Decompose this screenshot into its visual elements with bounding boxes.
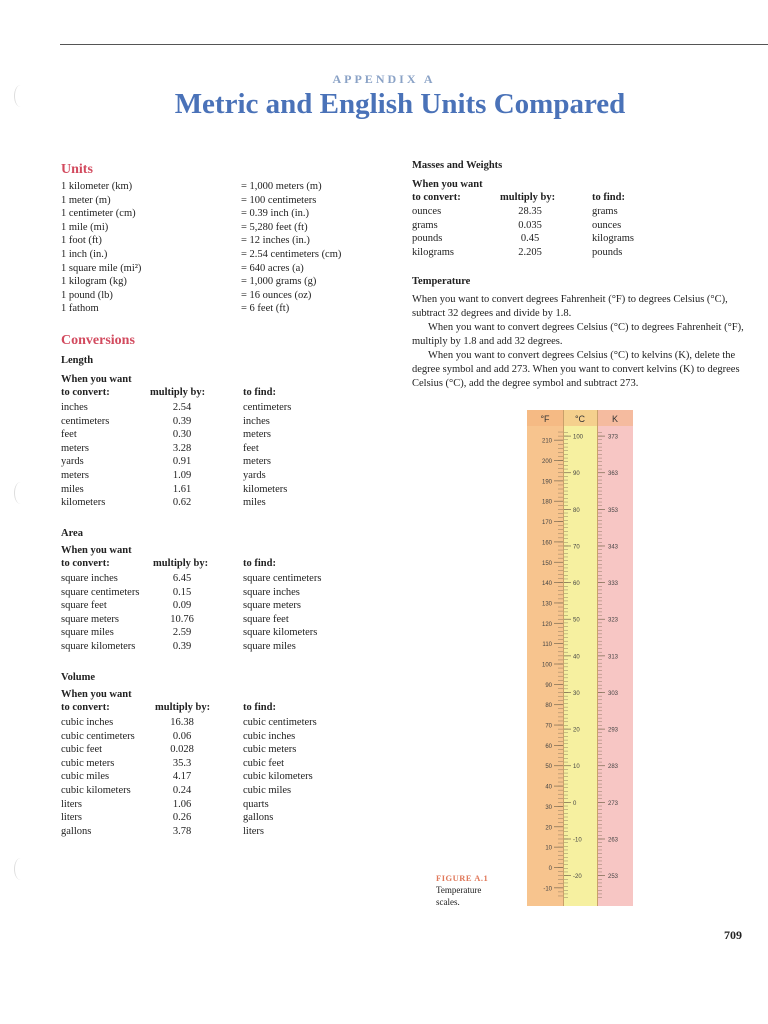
scale-tick-label: -10 xyxy=(543,886,552,893)
list-item: = 0.39 inch (in.) xyxy=(241,208,310,220)
list-item: yards xyxy=(61,456,84,468)
masses-to-list xyxy=(592,205,634,259)
celsius-header: °C xyxy=(574,414,586,424)
units-right-list xyxy=(241,180,341,316)
list-item: square centimeters xyxy=(61,586,140,598)
list-item: 1 foot (ft) xyxy=(61,235,102,247)
list-item: = 16 ounces (oz) xyxy=(241,289,312,301)
length-convert-label: to convert: xyxy=(61,387,110,398)
kelvin-header: K xyxy=(611,414,619,424)
scale-tick-label: 140 xyxy=(541,581,552,588)
scale-tick-label: 160 xyxy=(541,540,552,547)
scale-tick-label: 0 xyxy=(548,865,552,872)
volume-to-list xyxy=(243,716,317,838)
scale-tick-label: 333 xyxy=(608,581,619,588)
list-item: meters xyxy=(61,469,89,481)
scale-tick-label: 200 xyxy=(541,459,552,466)
list-item: miles xyxy=(61,483,84,495)
list-item: cubic feet xyxy=(243,757,285,769)
list-item: feet xyxy=(61,429,77,441)
scale-tick-label: 253 xyxy=(608,874,619,881)
list-item: 0.15 xyxy=(172,586,192,598)
figure-label: FIGURE A.1 xyxy=(436,873,489,883)
list-item: pounds xyxy=(412,233,443,245)
list-item: cubic centimeters xyxy=(243,717,317,728)
list-item: liters xyxy=(243,825,264,837)
list-item: inches xyxy=(243,415,270,427)
list-item: liters xyxy=(61,798,82,810)
scale-tick-label: 273 xyxy=(608,800,619,807)
list-item: cubic miles xyxy=(243,784,292,796)
figure-caption xyxy=(436,872,488,908)
list-item: pounds xyxy=(592,246,623,258)
list-item: 0.62 xyxy=(172,497,192,509)
binder-hole xyxy=(14,858,27,880)
scale-tick-label: 50 xyxy=(573,617,580,624)
area-convert-label: to convert: xyxy=(61,558,110,569)
temperature-scales-figure xyxy=(527,410,633,906)
list-item: 1.61 xyxy=(172,483,192,495)
list-item: 1.06 xyxy=(172,798,192,810)
list-item: 0.45 xyxy=(520,233,540,245)
scale-tick-label: 0 xyxy=(573,800,577,807)
area-find-label: to find: xyxy=(243,558,276,569)
scale-tick-label: 80 xyxy=(573,507,580,514)
volume-multiply-label: multiply by: xyxy=(155,702,211,713)
scale-tick-label: 90 xyxy=(545,682,552,689)
scale-tick-label: 10 xyxy=(573,764,580,771)
list-item: kilograms xyxy=(412,246,454,258)
list-item: square meters xyxy=(61,613,120,625)
masses-title: Masses and Weights xyxy=(412,160,503,171)
scale-tick-label: 210 xyxy=(541,438,552,445)
appendix-label: APPENDIX A xyxy=(332,72,436,86)
list-item: 1 meter (m) xyxy=(61,194,111,206)
masses-multiply-label: multiply by: xyxy=(500,192,556,203)
list-item: grams xyxy=(592,206,618,217)
area-multiply-label: multiply by: xyxy=(153,558,209,569)
scale-tick-label: 293 xyxy=(608,727,619,734)
list-item: meters xyxy=(61,442,89,454)
scale-tick-label: 363 xyxy=(608,471,619,478)
volume-factor-list xyxy=(160,716,204,838)
scale-tick-label: 353 xyxy=(608,507,619,514)
scale-tick-label: -20 xyxy=(573,874,582,881)
list-item: 0.26 xyxy=(172,812,192,824)
length-multiply-label: multiply by: xyxy=(150,387,206,398)
list-item: meters xyxy=(243,456,271,468)
list-item: 1 pound (lb) xyxy=(61,289,113,301)
list-item: cubic inches xyxy=(243,730,296,742)
list-item: 16.38 xyxy=(170,717,194,728)
conversions-heading: Conversions xyxy=(61,333,135,348)
list-item: 4.17 xyxy=(172,771,192,783)
list-item: 1.09 xyxy=(172,469,192,481)
list-item: 1 inch (in.) xyxy=(61,248,108,260)
list-item: grams xyxy=(412,219,438,231)
temperature-para-3: When you want to convert degrees Celsius (°C) to kelvins (K), delete the degree symbol and add 273. When you want to convert kelvins (K) to degrees Celsius (°C), add the degree symbol and subtract 273. xyxy=(412,350,740,389)
temperature-para-1: When you want to convert degrees Fahrenheit (°F) to degrees Celsius (°C), subtract 32 degrees and divide by 1.8. xyxy=(412,294,728,319)
scale-tick-label: 60 xyxy=(545,743,552,750)
area-to-list xyxy=(243,572,321,654)
list-item: ounces xyxy=(412,206,442,217)
list-item: 0.06 xyxy=(172,730,192,742)
masses-convert-label: to convert: xyxy=(412,192,461,203)
top-rule xyxy=(60,44,768,45)
list-item: 0.39 xyxy=(172,640,192,652)
scale-tick-label: 170 xyxy=(541,520,552,527)
list-item: kilograms xyxy=(592,233,634,245)
scale-tick-label: 50 xyxy=(545,764,552,771)
list-item: 0.39 xyxy=(172,415,192,427)
scale-tick-label: 130 xyxy=(541,601,552,608)
scale-tick-label: 263 xyxy=(608,837,619,844)
scale-tick-label: 60 xyxy=(573,581,580,588)
list-item: 2.59 xyxy=(172,627,192,639)
scale-tick-label: 10 xyxy=(545,845,552,852)
list-item: cubic inches xyxy=(61,717,114,728)
list-item: ounces xyxy=(592,219,622,231)
fahrenheit-header: °F xyxy=(540,414,550,424)
list-item: centimeters xyxy=(243,402,292,413)
scale-tick-label: 30 xyxy=(573,690,580,697)
scale-tick-label: 373 xyxy=(608,434,619,441)
list-item: 1 kilometer (km) xyxy=(61,181,133,192)
list-item: 28.35 xyxy=(518,206,542,217)
scale-tick-label: 323 xyxy=(608,617,619,624)
scale-tick-label: 150 xyxy=(541,560,552,567)
list-item: = 1,000 grams (g) xyxy=(241,276,317,288)
list-item: = 5,280 feet (ft) xyxy=(241,221,308,233)
list-item: 10.76 xyxy=(170,613,194,625)
list-item: = 12 inches (in.) xyxy=(241,235,310,247)
scale-tick-label: 100 xyxy=(541,662,552,669)
list-item: square miles xyxy=(61,627,114,639)
scale-tick-label: 70 xyxy=(545,723,552,730)
scale-tick-label: 303 xyxy=(608,690,619,697)
scale-tick-label: 110 xyxy=(542,642,552,649)
list-item: cubic meters xyxy=(61,757,115,769)
length-factor-list xyxy=(160,401,204,510)
list-item: inches xyxy=(61,402,88,413)
volume-find-label: to find: xyxy=(243,702,276,713)
masses-find-label: to find: xyxy=(592,192,625,203)
list-item: 0.91 xyxy=(172,456,192,468)
list-item: cubic kilometers xyxy=(243,771,313,783)
volume-when-label: When you want xyxy=(61,689,132,700)
volume-convert-label: to convert: xyxy=(61,702,110,713)
list-item: 0.09 xyxy=(172,600,192,612)
list-item: 2.54 xyxy=(172,402,192,413)
scale-tick-label: 190 xyxy=(541,479,552,486)
list-item: meters xyxy=(243,429,271,441)
list-item: 1 mile (mi) xyxy=(61,221,109,233)
scale-tick-label: 20 xyxy=(573,727,580,734)
list-item: 3.78 xyxy=(172,825,192,837)
list-item: 1 kilogram (kg) xyxy=(61,276,127,288)
length-from-list xyxy=(61,401,109,510)
area-factor-list xyxy=(160,572,204,654)
area-title: Area xyxy=(61,528,83,539)
list-item: = 100 centimeters xyxy=(241,194,317,206)
list-item: = 6 feet (ft) xyxy=(241,303,290,315)
list-item: 3.28 xyxy=(172,442,192,454)
page-title: Metric and English Units Compared xyxy=(174,88,626,120)
list-item: 1 square mile (mi²) xyxy=(61,262,142,274)
list-item: kilometers xyxy=(61,497,106,509)
list-item: 0.24 xyxy=(172,784,192,796)
figure-caption-line-1: Temperature xyxy=(436,885,482,895)
figure-caption-line-2: scales. xyxy=(436,897,460,907)
list-item: square inches xyxy=(243,586,300,598)
list-item: square kilometers xyxy=(61,640,136,652)
list-item: 0.028 xyxy=(170,744,194,756)
list-item: quarts xyxy=(243,798,269,810)
list-item: = 1,000 meters (m) xyxy=(241,181,322,192)
celsius-column xyxy=(564,410,597,906)
list-item: square inches xyxy=(61,573,118,584)
list-item: 35.3 xyxy=(172,757,192,769)
scale-tick-label: 90 xyxy=(573,471,580,478)
list-item: 0.035 xyxy=(518,219,542,231)
list-item: 1 centimeter (cm) xyxy=(61,208,136,220)
list-item: yards xyxy=(243,469,266,481)
scale-tick-label: 40 xyxy=(545,784,552,791)
list-item: miles xyxy=(243,497,266,509)
units-heading: Units xyxy=(61,162,93,177)
list-item: 0.30 xyxy=(172,429,192,441)
list-item: 1 fathom xyxy=(61,303,99,315)
list-item: cubic miles xyxy=(61,771,110,783)
temperature-title: Temperature xyxy=(412,276,471,287)
list-item: square feet xyxy=(243,613,289,625)
list-item: gallons xyxy=(61,825,92,837)
scale-tick-label: 20 xyxy=(545,825,552,832)
list-item: gallons xyxy=(243,812,274,824)
list-item: square meters xyxy=(243,600,302,612)
scale-tick-label: 40 xyxy=(573,654,580,661)
scale-tick-label: 343 xyxy=(608,544,619,551)
masses-when-label: When you want xyxy=(412,179,483,190)
list-item: = 640 acres (a) xyxy=(241,262,304,274)
scale-tick-label: 30 xyxy=(545,804,552,811)
list-item: kilometers xyxy=(243,483,288,495)
volume-title: Volume xyxy=(61,672,96,683)
scale-tick-label: 313 xyxy=(608,654,619,661)
area-from-list xyxy=(61,572,139,654)
scale-tick-label: 80 xyxy=(545,703,552,710)
length-when-label: When you want xyxy=(61,374,132,385)
masses-factor-list xyxy=(508,205,552,259)
list-item: cubic centimeters xyxy=(61,730,135,742)
scale-tick-label: 100 xyxy=(573,434,584,441)
scale-tick-label: 70 xyxy=(573,544,580,551)
list-item: square kilometers xyxy=(243,627,318,639)
area-when-label: When you want xyxy=(61,545,132,556)
masses-from-list xyxy=(412,205,454,259)
list-item: feet xyxy=(243,442,259,454)
page-number: 709 xyxy=(724,928,742,942)
length-find-label: to find: xyxy=(243,387,276,398)
scale-tick-label: -10 xyxy=(573,837,582,844)
scale-tick-label: 180 xyxy=(541,499,552,506)
list-item: liters xyxy=(61,812,82,824)
list-item: 6.45 xyxy=(172,573,192,584)
volume-from-list xyxy=(61,716,135,838)
temperature-para-2: When you want to convert degrees Celsius (°C) to degrees Fahrenheit (°F), multiply by 1.8 and add 32 degrees. xyxy=(412,322,744,347)
list-item: square centimeters xyxy=(243,573,322,584)
scale-tick-label: 283 xyxy=(608,764,619,771)
list-item: square feet xyxy=(61,600,107,612)
scale-tick-label: 120 xyxy=(541,621,552,628)
list-item: cubic kilometers xyxy=(61,784,131,796)
list-item: centimeters xyxy=(61,415,110,427)
list-item: 2.205 xyxy=(518,246,542,258)
list-item: = 2.54 centimeters (cm) xyxy=(241,248,342,260)
units-left-list xyxy=(61,180,141,316)
binder-hole xyxy=(14,482,27,504)
length-to-list xyxy=(243,401,291,510)
list-item: cubic meters xyxy=(243,744,297,756)
length-title: Length xyxy=(61,355,94,366)
list-item: cubic feet xyxy=(61,744,103,756)
list-item: square miles xyxy=(243,640,296,652)
